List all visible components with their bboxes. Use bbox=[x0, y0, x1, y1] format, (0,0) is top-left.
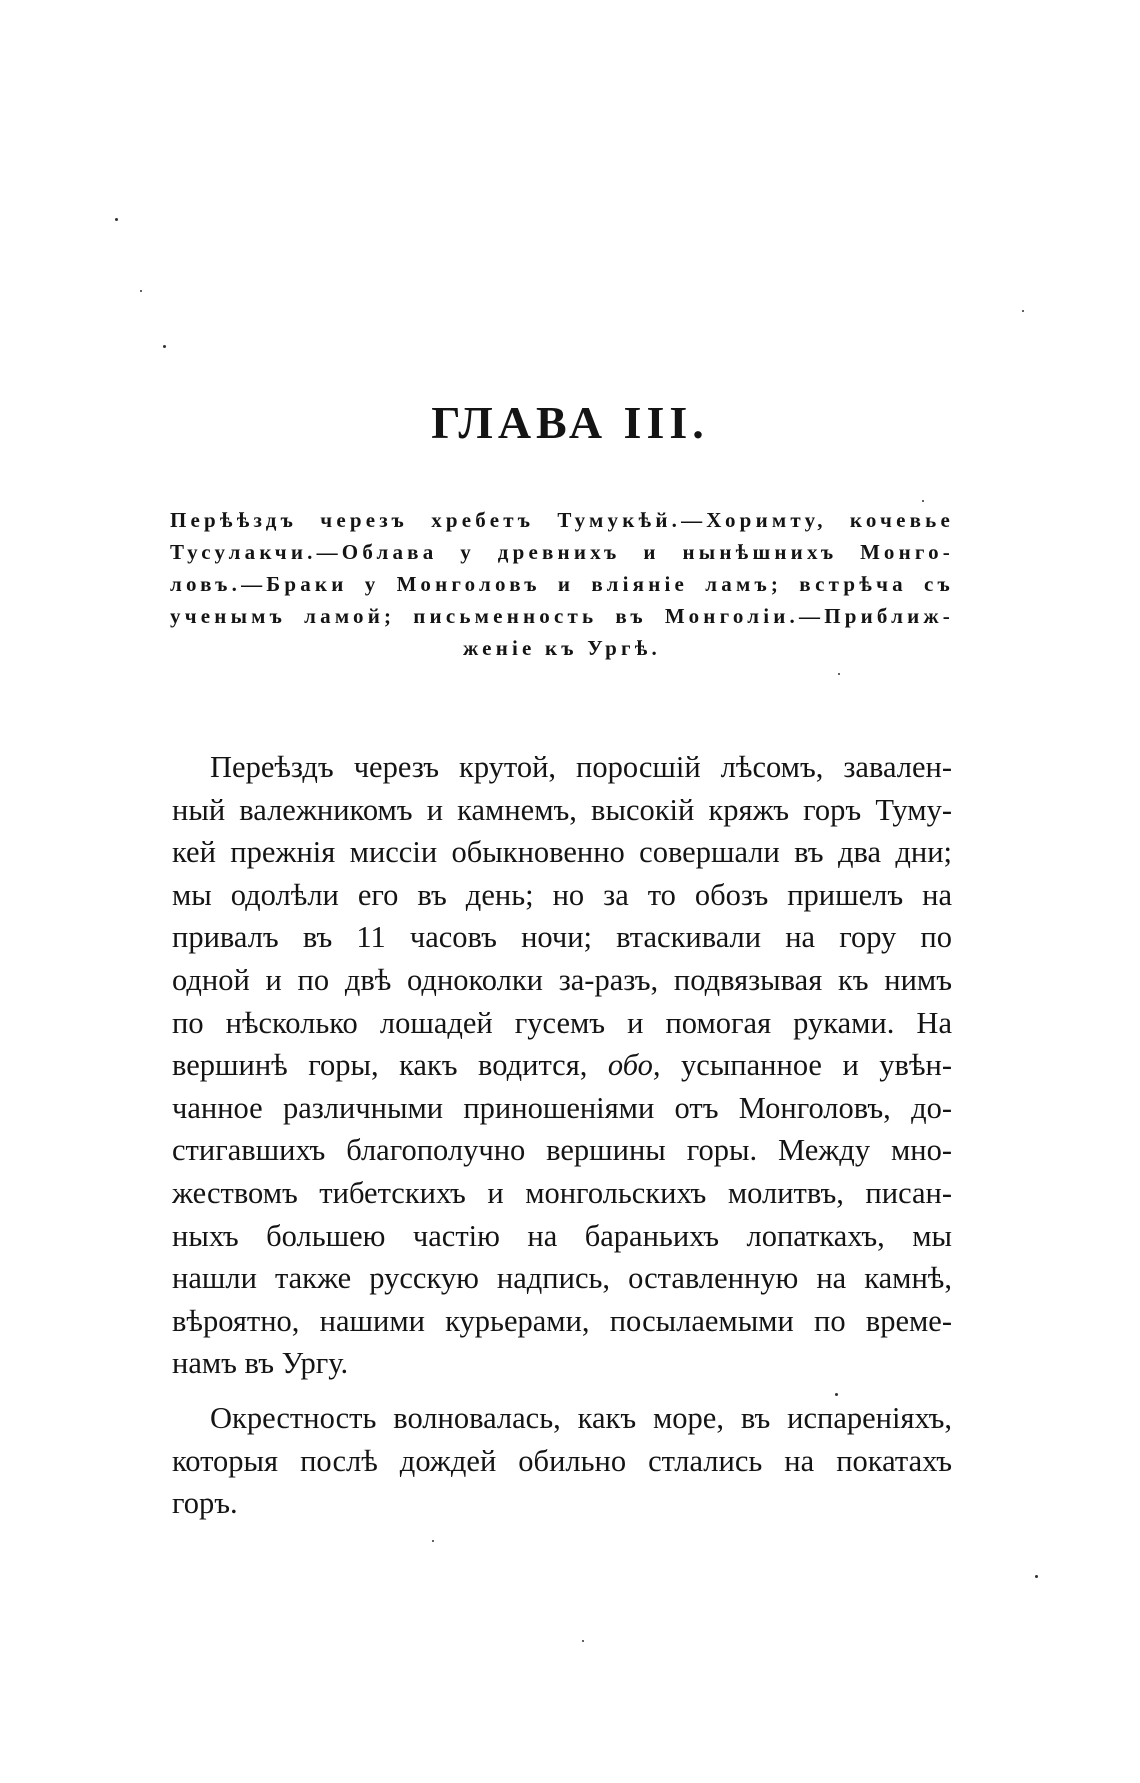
summary-line: Перѣѣздъ черезъ хребетъ Тумукѣй.—Хоримту, кочевье bbox=[170, 508, 954, 532]
paragraph-1 bbox=[172, 752, 952, 1391]
text-line: по нѣсколько лошадей гусемъ и помогая руками. На bbox=[172, 1005, 952, 1040]
chapter-title: ГЛАВА III. bbox=[431, 397, 709, 448]
print-speck bbox=[838, 673, 840, 675]
text-line: стигавшихъ благополучно вершины горы. Между мно- bbox=[172, 1133, 952, 1168]
text-line: намъ въ Ургу. bbox=[172, 1346, 349, 1381]
text-line: одной и по двѣ одноколки за-разъ, подвязывая къ нимъ bbox=[172, 962, 952, 997]
chapter-summary bbox=[170, 510, 954, 670]
italic-term: обо, bbox=[607, 1048, 661, 1083]
text-line: ный валежникомъ и камнемъ, высокій кряжъ горъ Туму- bbox=[172, 792, 952, 827]
summary-line: женіе къ Ургѣ. bbox=[463, 636, 661, 660]
print-speck bbox=[163, 345, 166, 348]
print-speck bbox=[582, 1640, 584, 1642]
summary-line: ловъ.—Браки у Монголовъ и вліяніе ламъ; встрѣча съ bbox=[170, 572, 954, 596]
text-line: которыя послѣ дождей обильно стлались на покатахъ bbox=[172, 1443, 952, 1478]
text-line: мы одолѣли его въ день; но за то обозъ пришелъ на bbox=[172, 877, 952, 912]
summary-line: Тусулакчи.—Облава у древнихъ и нынѣшнихъ Монго- bbox=[170, 540, 954, 564]
print-speck bbox=[922, 500, 924, 502]
text-line bbox=[172, 1050, 952, 1093]
summary-line: ученымъ ламой; письменность въ Монголіи.—Приближ- bbox=[170, 604, 954, 628]
text-fragment: вершинѣ горы, какъ водится, bbox=[172, 1048, 608, 1083]
print-speck bbox=[1022, 310, 1024, 312]
text-line: нашли также русскую надпись, оставленную на камнѣ, bbox=[172, 1261, 952, 1296]
body-text bbox=[172, 752, 952, 1531]
print-speck bbox=[140, 290, 142, 292]
text-line: привалъ въ 11 часовъ ночи; втаскивали на гору по bbox=[172, 920, 952, 955]
text-line: кей прежнія миссіи обыкновенно совершали въ два дни; bbox=[172, 835, 952, 870]
text-line: вѣроятно, нашими курьерами, посылаемыми по време- bbox=[172, 1303, 952, 1338]
text-fragment: усыпанное и увѣн- bbox=[660, 1048, 952, 1083]
text-line: Переѣздъ черезъ крутой, поросшій лѣсомъ, завален- bbox=[210, 750, 952, 784]
paragraph-2 bbox=[172, 1400, 952, 1531]
text-line: чанное различными приношеніями отъ Монголовъ, до- bbox=[172, 1090, 952, 1125]
text-line: горъ. bbox=[172, 1486, 238, 1521]
print-speck bbox=[115, 218, 118, 221]
text-line: ныхъ большею частію на бараньихъ лопаткахъ, мы bbox=[172, 1218, 952, 1253]
text-line: жествомъ тибетскихъ и монгольскихъ молитвъ, писан- bbox=[172, 1175, 952, 1210]
print-speck bbox=[432, 1540, 434, 1542]
text-line: Окрестность волновалась, какъ море, въ испареніяхъ, bbox=[210, 1400, 952, 1435]
print-speck bbox=[1035, 1575, 1038, 1578]
